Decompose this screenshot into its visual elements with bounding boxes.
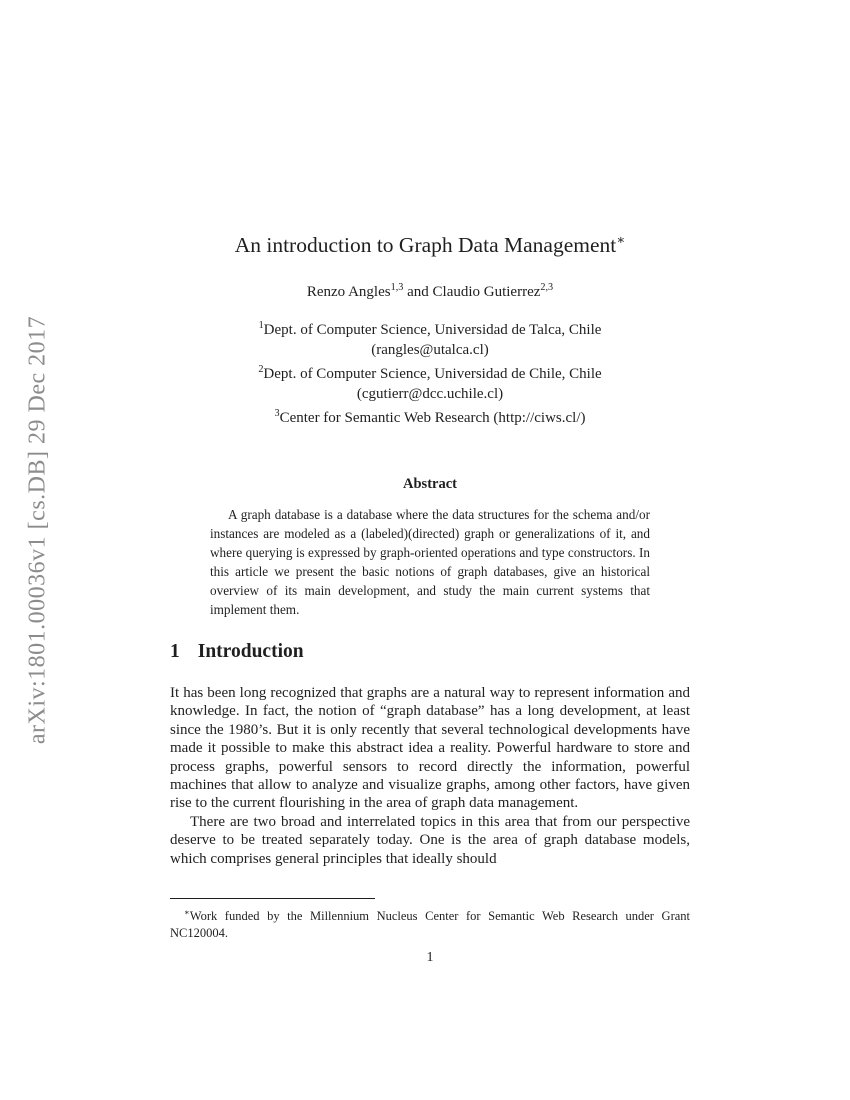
affiliation-1-email: (rangles@utalca.cl) xyxy=(371,342,489,358)
footnote-block xyxy=(170,898,690,941)
paper-title xyxy=(170,232,690,258)
author-2-name: Claudio Gutierrez xyxy=(432,284,541,300)
author-1-name: Renzo Angles xyxy=(306,284,391,300)
abstract-section xyxy=(170,476,690,619)
affiliation-1-mark: 1 xyxy=(258,320,264,331)
affiliation-2-email: (cgutierr@dcc.uchile.cl) xyxy=(356,386,504,402)
introduction-body xyxy=(170,684,690,868)
section-heading-introduction xyxy=(170,641,304,663)
abstract-text: A graph database is a database where the data structures for the schema and/or instances are modeled as a (labeled)(directed) graph or generalizations of it, and where querying is expressed by graph-oriented operations and type constructors. In this article we present the basic notions of graph databases, give an historical overview of its main development, and study the main current systems that implement them. xyxy=(210,507,650,617)
footnote-rule xyxy=(170,898,375,899)
affiliation-1 xyxy=(170,316,690,340)
footnote-text xyxy=(170,904,690,941)
affiliation-3 xyxy=(170,404,690,428)
intro-paragraph-2: There are two broad and interrelated topics in this area that from our perspective deserve to be treated separately today. One is the area of graph database models, which comprises general principles that ideally should xyxy=(170,813,690,867)
affiliation-2-mark: 2 xyxy=(258,364,264,375)
paper-title-text: An introduction to Graph Data Management xyxy=(234,233,617,258)
author-2-affiliation-marks: 2,3 xyxy=(540,282,554,293)
section-title: Introduction xyxy=(197,641,304,662)
author-1-affiliation-marks: 1,3 xyxy=(390,282,404,293)
section-number: 1 xyxy=(170,641,180,662)
intro-paragraph-1: It has been long recognized that graphs are a natural way to represent information and knowledge. In fact, the notion of “graph database” has a long development, at least since the 1980’s. But it is only recently that several technological developments have made it possible to make this abstract idea a reality. Powerful hardware to store and process graphs, powerful sensors to record directly the information, powerful machines that allow to analyze and visualize graphs, among other factors, have given rise to the current flourishing in the area of graph data management. xyxy=(170,685,690,812)
author-line xyxy=(170,282,690,301)
affiliation-3-mark: 3 xyxy=(274,408,280,419)
affiliation-2 xyxy=(170,360,690,384)
paper-content xyxy=(170,0,690,1100)
footnote-body: Work funded by the Millennium Nucleus Center for Semantic Web Research under Grant NC120004. xyxy=(170,909,690,940)
abstract-heading: Abstract xyxy=(403,476,457,492)
title-footnote-mark: ∗ xyxy=(616,232,626,247)
footnote-mark: ∗ xyxy=(184,907,190,917)
affiliations xyxy=(170,316,690,428)
arxiv-banner: arXiv:1801.00036v1 [cs.DB] 29 Dec 2017 xyxy=(24,315,51,745)
author-separator: and xyxy=(403,284,433,300)
page-number: 1 xyxy=(426,950,434,965)
affiliation-3-text: Center for Semantic Web Research (http://ciws.cl/) xyxy=(279,410,586,426)
affiliation-1-text: Dept. of Computer Science, Universidad de Talca, Chile xyxy=(263,322,602,338)
affiliation-2-text: Dept. of Computer Science, Universidad de Chile, Chile xyxy=(263,366,602,382)
